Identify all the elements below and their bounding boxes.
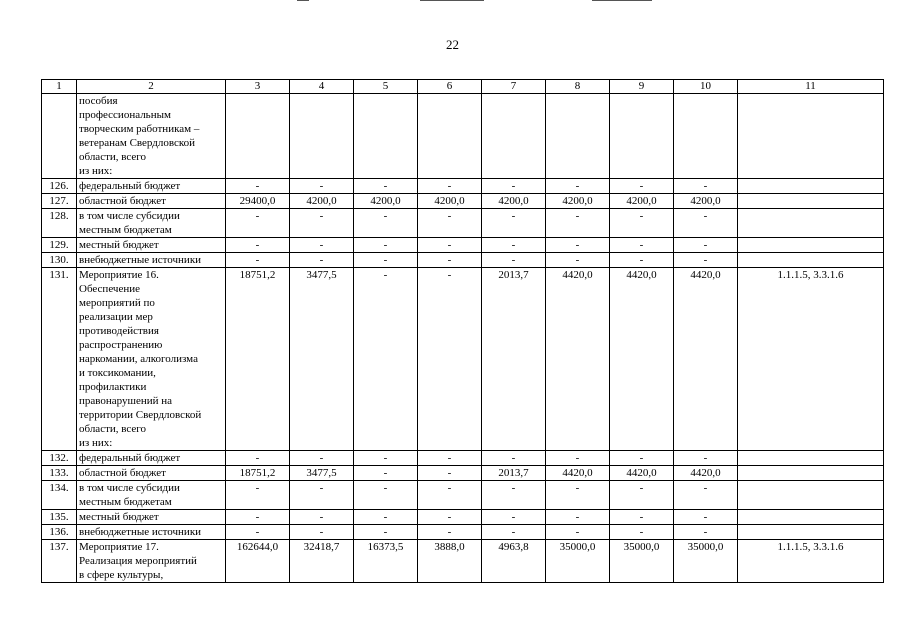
row-name: Мероприятие 17. Реализация мероприятий в сфере культуры, [77, 540, 226, 583]
row-value: - [674, 209, 738, 238]
row-value: 162644,0 [226, 540, 290, 583]
row-value: 4963,8 [482, 540, 546, 583]
row-value: - [418, 253, 482, 268]
row-value: - [354, 481, 418, 510]
row-value: - [610, 238, 674, 253]
row-value: - [482, 253, 546, 268]
row-number: 126. [42, 179, 77, 194]
budget-table-body [42, 80, 884, 583]
column-header: 11 [738, 80, 884, 94]
row-value: 3477,5 [290, 466, 354, 481]
row-value: 4200,0 [674, 194, 738, 209]
row-value: 35000,0 [674, 540, 738, 583]
row-value: - [482, 481, 546, 510]
row-value: 3477,5 [290, 268, 354, 451]
row-value: - [290, 451, 354, 466]
row-value: - [354, 466, 418, 481]
row-value [418, 94, 482, 179]
row-value: - [674, 238, 738, 253]
table-row [42, 525, 884, 540]
row-number [42, 94, 77, 179]
row-value: - [482, 238, 546, 253]
row-value: - [674, 253, 738, 268]
row-target [738, 94, 884, 179]
row-value: 4420,0 [674, 268, 738, 451]
column-header: 1 [42, 80, 77, 94]
row-value: - [354, 451, 418, 466]
table-row [42, 209, 884, 238]
table-row [42, 194, 884, 209]
table-header-row [42, 80, 884, 94]
row-value: 3888,0 [418, 540, 482, 583]
row-target [738, 466, 884, 481]
row-value: 4200,0 [546, 194, 610, 209]
row-value: - [418, 179, 482, 194]
row-name: областной бюджет [77, 194, 226, 209]
top-edge-mark-right [592, 0, 652, 1]
row-number: 131. [42, 268, 77, 451]
row-value: - [546, 525, 610, 540]
row-value: - [610, 179, 674, 194]
row-value: 4200,0 [354, 194, 418, 209]
table-row [42, 253, 884, 268]
row-name: пособия профессиональным творческим работникам – ветеранам Свердловской области, всего из них: [77, 94, 226, 179]
row-value: - [546, 510, 610, 525]
row-value: 32418,7 [290, 540, 354, 583]
row-value: - [610, 253, 674, 268]
row-value: - [290, 253, 354, 268]
row-value: - [354, 510, 418, 525]
row-value: - [674, 179, 738, 194]
column-header: 7 [482, 80, 546, 94]
row-value: - [226, 253, 290, 268]
row-name: местный бюджет [77, 238, 226, 253]
top-edge-mark-middle [420, 0, 484, 1]
row-number: 127. [42, 194, 77, 209]
row-value: - [226, 209, 290, 238]
table-row [42, 481, 884, 510]
row-value: - [482, 510, 546, 525]
row-value: 16373,5 [354, 540, 418, 583]
row-value: 4200,0 [482, 194, 546, 209]
row-value: - [354, 525, 418, 540]
top-edge-mark-left [297, 0, 309, 1]
row-number: 128. [42, 209, 77, 238]
row-name: Мероприятие 16. Обеспечение мероприятий по реализации мер противодействия распространению наркомании, алкоголизма и токсикомании, профилактики правонарушений на территории Свердловской области, всего из них: [77, 268, 226, 451]
row-target [738, 209, 884, 238]
row-value: 35000,0 [610, 540, 674, 583]
row-target [738, 194, 884, 209]
row-value: - [674, 481, 738, 510]
row-value: - [354, 238, 418, 253]
row-value: - [290, 179, 354, 194]
column-header: 4 [290, 80, 354, 94]
row-value: - [546, 238, 610, 253]
column-header: 3 [226, 80, 290, 94]
column-header: 9 [610, 80, 674, 94]
row-value: - [482, 209, 546, 238]
row-value: - [418, 525, 482, 540]
row-value: 18751,2 [226, 466, 290, 481]
row-value: - [546, 481, 610, 510]
row-value: 4200,0 [418, 194, 482, 209]
row-name: федеральный бюджет [77, 179, 226, 194]
row-value: - [290, 481, 354, 510]
row-value: - [226, 510, 290, 525]
row-value: - [610, 451, 674, 466]
row-value: 35000,0 [546, 540, 610, 583]
row-number: 132. [42, 451, 77, 466]
row-value: - [546, 451, 610, 466]
row-value: - [418, 466, 482, 481]
row-value: - [418, 209, 482, 238]
table-row [42, 451, 884, 466]
table-row [42, 268, 884, 451]
row-number: 133. [42, 466, 77, 481]
row-value: - [354, 209, 418, 238]
row-target [738, 525, 884, 540]
row-number: 136. [42, 525, 77, 540]
budget-table [41, 79, 884, 583]
table-row [42, 510, 884, 525]
row-value: 4420,0 [610, 268, 674, 451]
row-name: внебюджетные источники [77, 253, 226, 268]
column-header: 5 [354, 80, 418, 94]
row-target [738, 238, 884, 253]
table-row [42, 238, 884, 253]
row-value: - [354, 253, 418, 268]
row-value: 4420,0 [674, 466, 738, 481]
row-value: - [674, 525, 738, 540]
row-value: - [546, 179, 610, 194]
row-value: - [354, 179, 418, 194]
row-value: 4420,0 [546, 268, 610, 451]
row-value: 2013,7 [482, 268, 546, 451]
row-value: - [226, 481, 290, 510]
row-value: - [226, 525, 290, 540]
row-target [738, 481, 884, 510]
row-value: - [418, 510, 482, 525]
row-value: - [418, 481, 482, 510]
row-value [354, 94, 418, 179]
row-number: 129. [42, 238, 77, 253]
row-name: внебюджетные источники [77, 525, 226, 540]
row-number: 135. [42, 510, 77, 525]
table-row [42, 179, 884, 194]
row-value: - [418, 451, 482, 466]
row-name: в том числе субсидии местным бюджетам [77, 481, 226, 510]
row-value: - [546, 253, 610, 268]
row-value [674, 94, 738, 179]
page-number: 22 [446, 37, 459, 52]
row-target: 1.1.1.5, 3.3.1.6 [738, 540, 884, 583]
row-value: - [290, 209, 354, 238]
row-value [482, 94, 546, 179]
row-value [546, 94, 610, 179]
row-value: - [418, 268, 482, 451]
table-row [42, 540, 884, 583]
row-number: 137. [42, 540, 77, 583]
row-value: - [290, 525, 354, 540]
row-name: областной бюджет [77, 466, 226, 481]
table-row [42, 466, 884, 481]
row-value: - [610, 481, 674, 510]
row-value: - [482, 451, 546, 466]
row-value: - [290, 238, 354, 253]
row-name: местный бюджет [77, 510, 226, 525]
row-value: - [482, 525, 546, 540]
row-value [226, 94, 290, 179]
row-target [738, 253, 884, 268]
row-name: федеральный бюджет [77, 451, 226, 466]
row-number: 130. [42, 253, 77, 268]
row-number: 134. [42, 481, 77, 510]
row-value: - [482, 179, 546, 194]
row-value: 4200,0 [610, 194, 674, 209]
row-value: - [418, 238, 482, 253]
row-value: - [226, 238, 290, 253]
row-value: 4420,0 [546, 466, 610, 481]
row-value: 18751,2 [226, 268, 290, 451]
column-header: 6 [418, 80, 482, 94]
row-value: - [290, 510, 354, 525]
row-value [290, 94, 354, 179]
row-value: 4200,0 [290, 194, 354, 209]
row-target [738, 510, 884, 525]
row-value: - [226, 451, 290, 466]
row-value: - [610, 525, 674, 540]
row-name: в том числе субсидии местным бюджетам [77, 209, 226, 238]
row-value: - [354, 268, 418, 451]
row-value: - [226, 179, 290, 194]
row-value: - [674, 510, 738, 525]
row-target [738, 179, 884, 194]
row-value: - [610, 209, 674, 238]
row-value [610, 94, 674, 179]
row-target: 1.1.1.5, 3.3.1.6 [738, 268, 884, 451]
row-value: - [546, 209, 610, 238]
column-header: 8 [546, 80, 610, 94]
row-target [738, 451, 884, 466]
table-row [42, 94, 884, 179]
row-value: - [674, 451, 738, 466]
row-value: - [610, 510, 674, 525]
row-value: 2013,7 [482, 466, 546, 481]
row-value: 29400,0 [226, 194, 290, 209]
column-header: 2 [77, 80, 226, 94]
column-header: 10 [674, 80, 738, 94]
row-value: 4420,0 [610, 466, 674, 481]
